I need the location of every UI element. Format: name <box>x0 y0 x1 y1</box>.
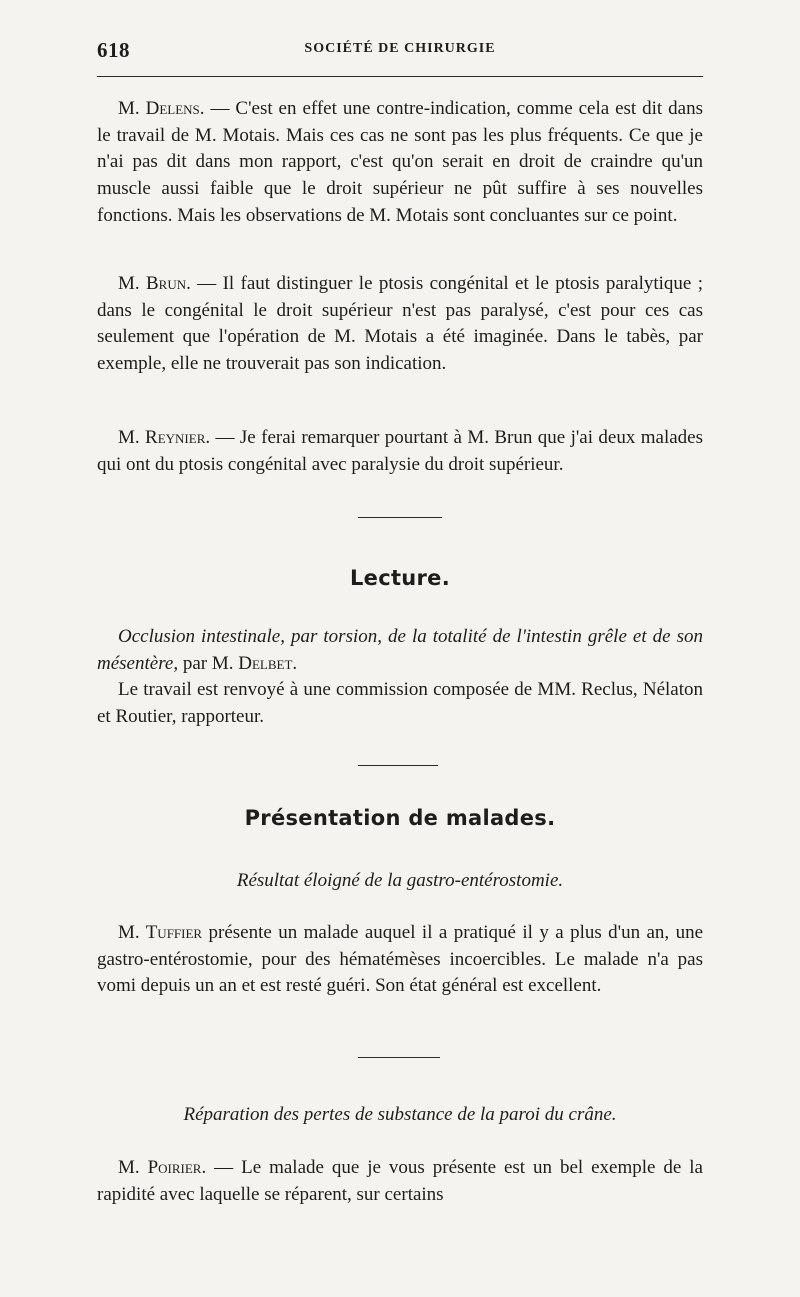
lecture-author: Delbet <box>238 652 293 674</box>
delens-paragraph <box>97 96 703 230</box>
delens-text: — C'est en effet une contre-indication, comme cela est dit dans le travail de M. Motais. Mais ces cas ne sont pas les plus fréquents. Ce que je n'ai pas dit dans mon rapport, c'est qu'on serait en droit de craindre qu'un muscle aussi faible que le droit supérieur ne pût suffire à ses nouvelles fonctions. Mais les observations de M. Motais sont concluantes sur ce point. <box>97 98 703 226</box>
speaker-name: M. Delens. <box>118 98 205 119</box>
presentation-heading: Présentation de malades. <box>244 806 556 830</box>
lecture-title-end: . <box>292 652 298 674</box>
section-separator <box>358 517 442 518</box>
poirier-text: — Le malade que je vous présente est un bel exemple de la rapidité avec laquelle se réparent, sur certains <box>97 1157 703 1205</box>
lecture-section <box>97 624 703 731</box>
crane-subheading: Réparation des pertes de substance de la paroi du crâne. <box>183 1104 617 1125</box>
section-separator <box>358 1057 440 1058</box>
speaker-name: M. Poirier. <box>118 1157 207 1178</box>
running-title: SOCIÉTÉ DE CHIRURGIE <box>304 41 496 56</box>
brun-remark <box>97 271 703 378</box>
poirier-paragraph <box>97 1155 703 1208</box>
page-number: 618 <box>97 38 130 62</box>
lecture-commission: Le travail est renvoyé à une commission composée de MM. Reclus, Nélaton et Routier, rapporteur. <box>97 679 703 728</box>
lecture-heading: Lecture. <box>349 566 451 590</box>
reynier-paragraph <box>97 425 703 478</box>
lecture-author-prefix: par M. <box>178 652 239 674</box>
reynier-remark <box>97 425 703 478</box>
gastro-subheading: Résultat éloigné de la gastro-entérostomie. <box>236 870 564 891</box>
poirier-remark <box>97 1155 703 1208</box>
speaker-name: M. Tuffier <box>118 922 203 943</box>
tuffier-paragraph <box>97 920 703 1000</box>
lecture-title-italic: Occlusion intestinale, par torsion, de la totalité de l'intestin grêle et de son mésentère, <box>97 626 703 674</box>
brun-text: — Il faut distinguer le ptosis congénital et le ptosis paralytique ; dans le congénital le droit supérieur n'est pas paralysé, c'est pour ces cas seulement que l'opération de M. Motais a été imaginée. Dans le tabès, par exemple, elle ne trouverait pas son indication. <box>97 273 703 375</box>
reynier-text: — Je ferai remarquer pourtant à M. Brun que j'ai deux malades qui ont du ptosis congénital avec paralysie du droit supérieur. <box>97 427 703 475</box>
lecture-title <box>97 624 703 677</box>
tuffier-text: présente un malade auquel il a pratiqué il y a plus d'un an, une gastro-entérostomie, pour des hématémèses incoercibles. Le malade n'a pas vomi depuis un an et est resté guéri. Son état général est excellent. <box>97 922 703 997</box>
speaker-name: M. Reynier. <box>118 427 211 448</box>
section-separator <box>358 765 438 766</box>
delens-remark <box>97 96 703 230</box>
page-header <box>97 38 703 78</box>
speaker-name: M. Brun. <box>118 273 191 294</box>
brun-paragraph <box>97 271 703 378</box>
header-rule <box>97 76 703 77</box>
tuffier-remark <box>97 920 703 1000</box>
